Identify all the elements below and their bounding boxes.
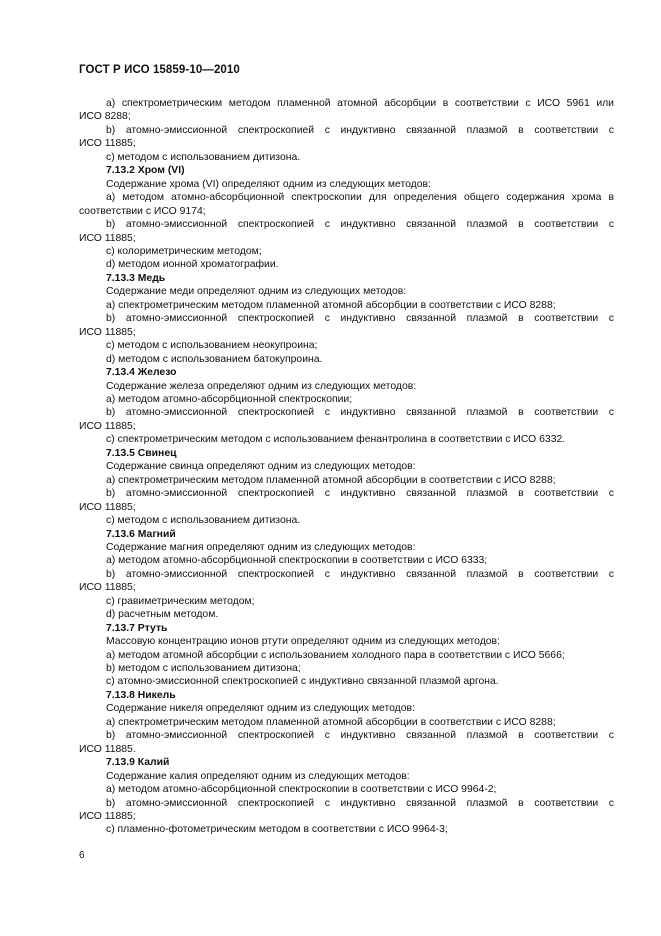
section-heading: 7.13.9 Калий	[106, 757, 170, 769]
list-item: b) атомно-эмиссионной спектроскопией с индуктивно связанной плазмой в соответствии с	[106, 488, 614, 500]
section-intro: Содержание хрома (VI) определяют одним из следующих методов:	[106, 178, 431, 190]
list-item: a) спектрометрическим методом пламенной атомной абсорбции в соответствии с ИСО 5961 или	[106, 98, 614, 109]
list-item-continuation: ИСО 11885;	[79, 811, 136, 823]
list-item: b) атомно-эмиссионной спектроскопией с индуктивно связанной плазмой в соответствии с	[106, 568, 614, 580]
list-item-continuation: ИСО 11885;	[79, 420, 136, 432]
section-intro: Содержание калия определяют одним из следующих методов:	[106, 770, 410, 782]
section-heading: 7.13.3 Медь	[106, 272, 166, 284]
list-item: d) методом с использованием батокупроина.	[106, 353, 323, 365]
list-item-continuation: ИСО 11885.	[79, 743, 136, 755]
section-intro: Содержание никеля определяют одним из следующих методов:	[106, 703, 415, 715]
list-item-continuation: ИСО 8288;	[79, 111, 131, 123]
list-item-continuation: ИСО 11885;	[79, 232, 136, 244]
list-item: b) методом с использованием дитизона;	[106, 663, 301, 675]
list-item: d) методом ионной хроматографии.	[106, 259, 279, 271]
list-item: c) гравиметрическим методом;	[106, 595, 255, 607]
list-item: b) атомно-эмиссионной спектроскопией с индуктивно связанной плазмой в соответствии с	[106, 407, 614, 419]
list-item-continuation: соответствии с ИСО 9174;	[79, 205, 206, 217]
list-item: a) спектрометрическим методом пламенной атомной абсорбции в соответствии с ИСО 8288;	[106, 474, 556, 486]
list-item: a) спектрометрическим методом пламенной атомной абсорбции в соответствии с ИСО 8288;	[106, 299, 556, 311]
section-intro: Содержание свинца определяют одним из следующих методов:	[106, 461, 416, 473]
section-intro: Содержание меди определяют одним из следующих методов:	[106, 286, 407, 298]
list-item-continuation: ИСО 11885;	[79, 501, 136, 513]
document-body	[79, 97, 614, 837]
list-item: c) методом с использованием неокупроина;	[106, 340, 318, 352]
list-item: c) методом с использованием дитизона.	[106, 151, 301, 163]
list-item: b) атомно-эмиссионной спектроскопией с индуктивно связанной плазмой в соответствии с	[106, 124, 614, 136]
list-item-continuation: ИСО 11885;	[79, 138, 136, 150]
section-heading: 7.13.2 Хром (VI)	[106, 165, 185, 177]
section-intro: Массовую концентрацию ионов ртути определяют одним из следующих методов:	[106, 636, 500, 648]
section-heading: 7.13.6 Магний	[106, 528, 176, 540]
section-heading: 7.13.4 Железо	[106, 367, 177, 379]
list-item-continuation: ИСО 11885;	[79, 326, 136, 338]
list-item: a) методом атомно-абсорбционной спектроскопии в соответствии с ИСО 6333;	[106, 555, 488, 567]
list-item-continuation: ИСО 11885;	[79, 582, 136, 594]
list-item: b) атомно-эмиссионной спектроскопией с индуктивно связанной плазмой в соответствии с	[106, 797, 614, 809]
section-heading: 7.13.7 Ртуть	[106, 622, 168, 634]
list-item: c) спектрометрическим методом с использованием фенантролина в соответствии с ИСО 6332.	[106, 434, 566, 446]
list-item: c) методом с использованием дитизона.	[106, 515, 301, 527]
list-item: a) спектрометрическим методом пламенной атомной абсорбции в соответствии с ИСО 8288;	[106, 716, 556, 728]
list-item: d) расчетным методом.	[106, 609, 219, 621]
list-item: c) атомно-эмиссионной спектроскопией с индуктивно связанной плазмой аргона.	[106, 676, 499, 688]
list-item: a) методом атомно-абсорбционной спектроскопии в соответствии с ИСО 9964-2;	[106, 784, 497, 796]
list-item: b) атомно-эмиссионной спектроскопией с индуктивно связанной плазмой в соответствии с	[106, 219, 614, 231]
list-item: c) пламенно-фотометрическим методом в соответствии с ИСО 9964-3;	[106, 824, 448, 836]
section-intro: Содержание магния определяют одним из следующих методов:	[106, 541, 416, 553]
list-item: a) методом атомной абсорбции с использованием холодного пара в соответствии с ИСО 5666;	[106, 649, 565, 661]
section-heading: 7.13.5 Свинец	[106, 447, 177, 459]
list-item: c) колориметрическим методом;	[106, 245, 262, 257]
list-item: b) атомно-эмиссионной спектроскопией с индуктивно связанной плазмой в соответствии с	[106, 730, 614, 742]
list-item: b) атомно-эмиссионной спектроскопией с индуктивно связанной плазмой в соответствии с	[106, 313, 614, 325]
section-intro: Содержание железа определяют одним из следующих методов:	[106, 380, 417, 392]
document-header: ГОСТ Р ИСО 15859-10—2010	[79, 64, 240, 76]
page-number: 6	[79, 850, 85, 861]
list-item: a) методом атомно-абсорбционной спектроскопии для определения общего содержания хрома в	[106, 192, 614, 204]
list-item: a) методом атомно-абсорбционной спектроскопии;	[106, 393, 353, 405]
section-heading: 7.13.8 Никель	[106, 689, 176, 701]
